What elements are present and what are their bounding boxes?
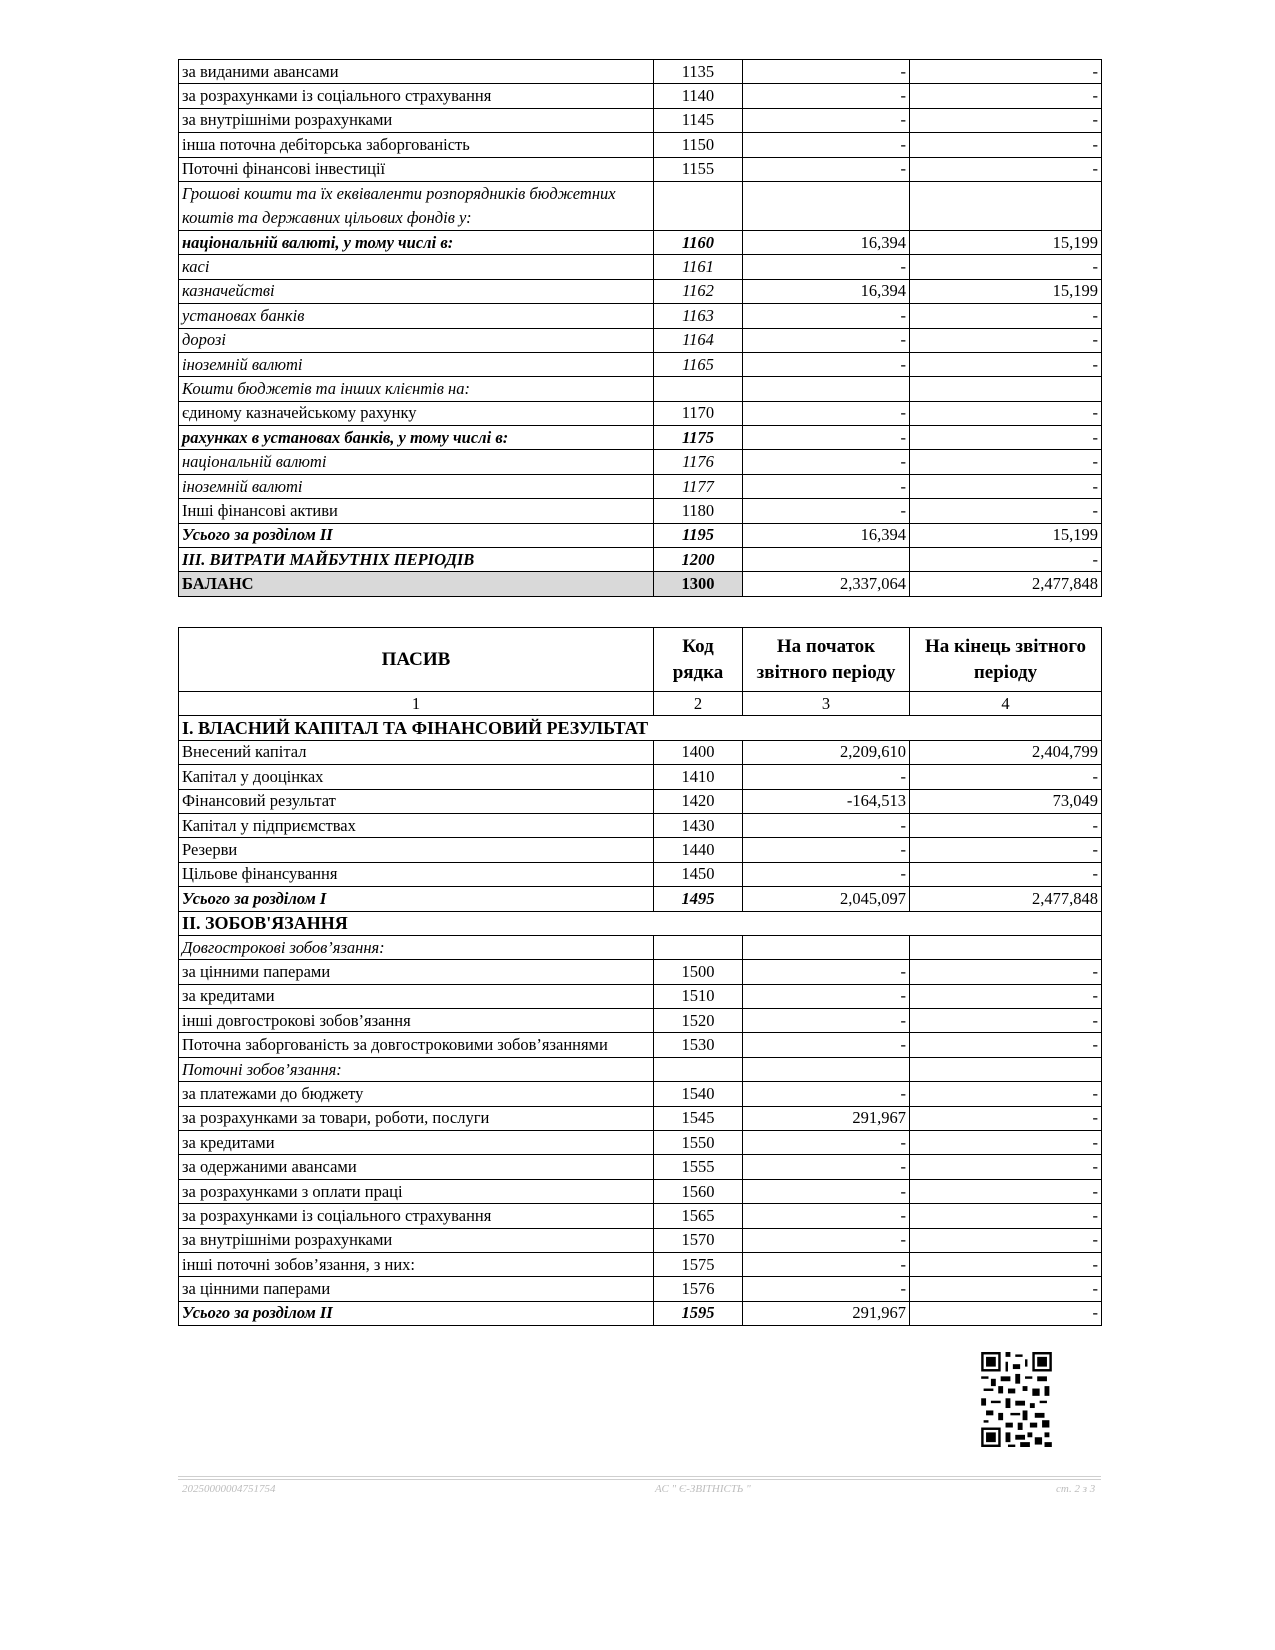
column-number-2: 2	[654, 692, 743, 716]
row-label: Усього за розділом II	[179, 523, 654, 547]
row-label: за внутрішніми розрахунками	[179, 108, 654, 132]
table-row	[179, 377, 1102, 401]
table-row	[179, 789, 1102, 813]
row-code: 1155	[654, 157, 743, 181]
value-end: -	[910, 1277, 1102, 1301]
value-end: -	[910, 133, 1102, 157]
row-code: 1145	[654, 108, 743, 132]
value-start	[743, 181, 910, 230]
row-label: дорозі	[179, 328, 654, 352]
column-number-row	[179, 692, 1102, 716]
value-end: -	[910, 813, 1102, 837]
row-code: 1545	[654, 1106, 743, 1130]
table-row	[179, 474, 1102, 498]
row-label: інша поточна дебіторська заборгованість	[179, 133, 654, 157]
value-end: -	[910, 1252, 1102, 1276]
row-code	[654, 935, 743, 959]
table-row	[179, 813, 1102, 837]
value-end: -	[910, 1131, 1102, 1155]
table-row	[179, 230, 1102, 254]
table-row	[179, 426, 1102, 450]
value-end	[910, 935, 1102, 959]
row-code: 1176	[654, 450, 743, 474]
row-label: за кредитами	[179, 1131, 654, 1155]
row-label: за розрахунками за товари, роботи, послуги	[179, 1106, 654, 1130]
row-label: установах банків	[179, 304, 654, 328]
row-code: 1177	[654, 474, 743, 498]
value-start: -	[743, 60, 910, 84]
table-row	[179, 60, 1102, 84]
header-title: ПАСИВ	[179, 628, 654, 692]
value-start: -	[743, 1131, 910, 1155]
value-start	[743, 548, 910, 572]
value-start: -	[743, 765, 910, 789]
table-row	[179, 1301, 1102, 1325]
table-row	[179, 181, 1102, 230]
table-row	[179, 1033, 1102, 1057]
row-label: за кредитами	[179, 984, 654, 1008]
row-label: Поточні фінансові інвестиції	[179, 157, 654, 181]
value-end: -	[910, 1009, 1102, 1033]
row-label: III. ВИТРАТИ МАЙБУТНІХ ПЕРІОДІВ	[179, 548, 654, 572]
table-row	[179, 911, 1102, 935]
table-row	[179, 1057, 1102, 1081]
value-start: -	[743, 450, 910, 474]
row-label: національній валюті, у тому числі в:	[179, 230, 654, 254]
row-label: за виданими авансами	[179, 60, 654, 84]
value-end: -	[910, 1179, 1102, 1203]
footer-page-number: ст. 2 з 3	[1056, 1483, 1096, 1495]
footer-system-name: АС " Є-ЗВІТНІСТЬ "	[655, 1483, 751, 1495]
assets-table	[178, 59, 1102, 597]
value-end: -	[910, 1228, 1102, 1252]
value-start: -	[743, 1277, 910, 1301]
table-row	[179, 1106, 1102, 1130]
value-start: -	[743, 474, 910, 498]
row-code: 1430	[654, 813, 743, 837]
table-row	[179, 523, 1102, 547]
table-row	[179, 304, 1102, 328]
value-end: -	[910, 499, 1102, 523]
value-end: -	[910, 1106, 1102, 1130]
value-end: 15,199	[910, 279, 1102, 303]
value-end: 15,199	[910, 230, 1102, 254]
row-label: Усього за розділом II	[179, 1301, 654, 1325]
row-code: 1540	[654, 1082, 743, 1106]
row-code: 1150	[654, 133, 743, 157]
value-end	[910, 181, 1102, 230]
table-row	[179, 279, 1102, 303]
table-row	[179, 1277, 1102, 1301]
row-label: рахунках в установах банків, у тому числі в:	[179, 426, 654, 450]
row-code: 1400	[654, 740, 743, 764]
row-code: 1565	[654, 1204, 743, 1228]
column-number-4: 4	[910, 692, 1102, 716]
row-code: 1510	[654, 984, 743, 1008]
value-end	[910, 1057, 1102, 1081]
row-label: Цільове фінансування	[179, 862, 654, 886]
value-start	[743, 1057, 910, 1081]
row-label: за розрахунками із соціального страхування	[179, 84, 654, 108]
row-code: 1560	[654, 1179, 743, 1203]
value-end: -	[910, 1155, 1102, 1179]
value-start: 16,394	[743, 230, 910, 254]
value-end: -	[910, 352, 1102, 376]
row-code: 1420	[654, 789, 743, 813]
row-code: 1195	[654, 523, 743, 547]
value-start: 291,967	[743, 1106, 910, 1130]
row-code: 1450	[654, 862, 743, 886]
table-row	[179, 1155, 1102, 1179]
row-label: за розрахунками з оплати праці	[179, 1179, 654, 1203]
value-start: -	[743, 1228, 910, 1252]
value-end: -	[910, 255, 1102, 279]
value-start: -	[743, 1179, 910, 1203]
row-code: 1520	[654, 1009, 743, 1033]
row-code: 1500	[654, 960, 743, 984]
row-code: 1165	[654, 352, 743, 376]
value-start: -	[743, 1204, 910, 1228]
value-start: -	[743, 426, 910, 450]
value-start: -164,513	[743, 789, 910, 813]
row-code: 1575	[654, 1252, 743, 1276]
value-end: -	[910, 838, 1102, 862]
value-start: -	[743, 328, 910, 352]
header-code: Код рядка	[654, 628, 743, 692]
value-end: 2,404,799	[910, 740, 1102, 764]
section-heading: I. ВЛАСНИЙ КАПІТАЛ ТА ФІНАНСОВИЙ РЕЗУЛЬТАТ	[179, 716, 1102, 740]
table-row	[179, 740, 1102, 764]
row-label: за платежами до бюджету	[179, 1082, 654, 1106]
row-code: 1576	[654, 1277, 743, 1301]
table-row	[179, 84, 1102, 108]
row-label: інші поточні зобов’язання, з них:	[179, 1252, 654, 1276]
row-label: за одержаними авансами	[179, 1155, 654, 1179]
row-label: казначействі	[179, 279, 654, 303]
row-code: 1180	[654, 499, 743, 523]
row-code: 1555	[654, 1155, 743, 1179]
row-label: іноземній валюті	[179, 352, 654, 376]
liabilities-header-row	[179, 628, 1102, 692]
value-start: -	[743, 84, 910, 108]
assets-table-body	[179, 60, 1102, 597]
value-start: -	[743, 401, 910, 425]
value-start: -	[743, 1155, 910, 1179]
value-start: -	[743, 499, 910, 523]
table-row	[179, 935, 1102, 959]
table-row	[179, 1179, 1102, 1203]
value-end: -	[910, 474, 1102, 498]
row-code: 1164	[654, 328, 743, 352]
row-code: 1200	[654, 548, 743, 572]
table-row	[179, 862, 1102, 886]
value-end: -	[910, 157, 1102, 181]
column-number-1: 1	[179, 692, 654, 716]
value-end: -	[910, 960, 1102, 984]
row-code: 1440	[654, 838, 743, 862]
value-end: -	[910, 1204, 1102, 1228]
row-label: Капітал у дооцінках	[179, 765, 654, 789]
table-row	[179, 548, 1102, 572]
table-row	[179, 133, 1102, 157]
header-start: На початок звітного періоду	[743, 628, 910, 692]
value-start: -	[743, 862, 910, 886]
row-code: 1175	[654, 426, 743, 450]
table-row	[179, 1204, 1102, 1228]
value-start: -	[743, 352, 910, 376]
value-end: -	[910, 862, 1102, 886]
value-start: -	[743, 133, 910, 157]
value-start: -	[743, 838, 910, 862]
value-end: -	[910, 765, 1102, 789]
value-end: -	[910, 108, 1102, 132]
row-label: Фінансовий результат	[179, 789, 654, 813]
row-code: 1135	[654, 60, 743, 84]
value-end: -	[910, 1301, 1102, 1325]
row-label: Резерви	[179, 838, 654, 862]
table-row	[179, 255, 1102, 279]
value-start: -	[743, 984, 910, 1008]
table-row	[179, 1228, 1102, 1252]
value-start: -	[743, 813, 910, 837]
table-row	[179, 960, 1102, 984]
table-row	[179, 108, 1102, 132]
row-label: іноземній валюті	[179, 474, 654, 498]
table-row	[179, 984, 1102, 1008]
value-end: 15,199	[910, 523, 1102, 547]
row-code	[654, 1057, 743, 1081]
row-label: Інші фінансові активи	[179, 499, 654, 523]
table-row	[179, 450, 1102, 474]
value-start: 2,209,610	[743, 740, 910, 764]
value-end: -	[910, 401, 1102, 425]
table-row	[179, 572, 1102, 596]
row-label: Поточна заборгованість за довгостроковими зобов’язаннями	[179, 1033, 654, 1057]
liabilities-table-body	[179, 716, 1102, 1326]
value-end: -	[910, 1033, 1102, 1057]
row-label: Усього за розділом I	[179, 887, 654, 911]
row-code: 1140	[654, 84, 743, 108]
table-row	[179, 716, 1102, 740]
row-code	[654, 377, 743, 401]
value-start: -	[743, 304, 910, 328]
value-end: -	[910, 328, 1102, 352]
row-code: 1495	[654, 887, 743, 911]
value-start: -	[743, 1082, 910, 1106]
row-label: Внесений капітал	[179, 740, 654, 764]
table-row	[179, 328, 1102, 352]
row-code	[654, 181, 743, 230]
value-end: -	[910, 548, 1102, 572]
footer-divider	[178, 1476, 1101, 1477]
qr-code-icon	[980, 1352, 1053, 1447]
value-start: 2,045,097	[743, 887, 910, 911]
row-label: за цінними паперами	[179, 960, 654, 984]
table-row	[179, 765, 1102, 789]
row-label: єдиному казначейському рахунку	[179, 401, 654, 425]
value-end: 73,049	[910, 789, 1102, 813]
row-label: Довгострокові зобов’язання:	[179, 935, 654, 959]
row-code: 1160	[654, 230, 743, 254]
row-label: Капітал у підприємствах	[179, 813, 654, 837]
footer-document-id: 20250000004751754	[182, 1483, 276, 1495]
value-end: -	[910, 426, 1102, 450]
value-end: -	[910, 450, 1102, 474]
row-label: за цінними паперами	[179, 1277, 654, 1301]
header-end: На кінець звітного періоду	[910, 628, 1102, 692]
value-end	[910, 377, 1102, 401]
value-end: 2,477,848	[910, 572, 1102, 596]
value-start: 16,394	[743, 279, 910, 303]
value-start	[743, 377, 910, 401]
column-number-3: 3	[743, 692, 910, 716]
row-code: 1410	[654, 765, 743, 789]
value-start: -	[743, 255, 910, 279]
row-code: 1530	[654, 1033, 743, 1057]
value-start: -	[743, 1009, 910, 1033]
footer-divider-2	[178, 1479, 1101, 1480]
value-start	[743, 935, 910, 959]
value-end: -	[910, 1082, 1102, 1106]
value-start: -	[743, 1252, 910, 1276]
row-label: національній валюті	[179, 450, 654, 474]
table-row	[179, 401, 1102, 425]
table-row	[179, 499, 1102, 523]
value-start: 2,337,064	[743, 572, 910, 596]
table-row	[179, 1082, 1102, 1106]
value-start: -	[743, 108, 910, 132]
row-label: Кошти бюджетів та інших клієнтів на:	[179, 377, 654, 401]
value-end: -	[910, 60, 1102, 84]
liabilities-table	[178, 627, 1102, 1326]
value-start: -	[743, 960, 910, 984]
table-row	[179, 157, 1102, 181]
row-code: 1163	[654, 304, 743, 328]
row-label: касі	[179, 255, 654, 279]
row-code: 1162	[654, 279, 743, 303]
value-start: -	[743, 157, 910, 181]
value-end: -	[910, 984, 1102, 1008]
table-row	[179, 1252, 1102, 1276]
value-end: -	[910, 304, 1102, 328]
value-start: 291,967	[743, 1301, 910, 1325]
row-code: 1570	[654, 1228, 743, 1252]
table-row	[179, 1131, 1102, 1155]
row-code: 1595	[654, 1301, 743, 1325]
value-end: -	[910, 84, 1102, 108]
row-code: 1170	[654, 401, 743, 425]
row-code: 1550	[654, 1131, 743, 1155]
section-heading: II. ЗОБОВ'ЯЗАННЯ	[179, 911, 1102, 935]
value-start: -	[743, 1033, 910, 1057]
row-label: Грошові кошти та їх еквіваленти розпорядників бюджетних коштів та державних цільових фондів у:	[179, 181, 654, 230]
row-label: Поточні зобов’язання:	[179, 1057, 654, 1081]
row-label: за внутрішніми розрахунками	[179, 1228, 654, 1252]
table-row	[179, 887, 1102, 911]
table-row	[179, 838, 1102, 862]
row-label: за розрахунками із соціального страхування	[179, 1204, 654, 1228]
table-row	[179, 1009, 1102, 1033]
row-code: 1300	[654, 572, 743, 596]
value-end: 2,477,848	[910, 887, 1102, 911]
table-row	[179, 352, 1102, 376]
row-code: 1161	[654, 255, 743, 279]
row-label: інші довгострокові зобов’язання	[179, 1009, 654, 1033]
row-label: БАЛАНС	[179, 572, 654, 596]
value-start: 16,394	[743, 523, 910, 547]
